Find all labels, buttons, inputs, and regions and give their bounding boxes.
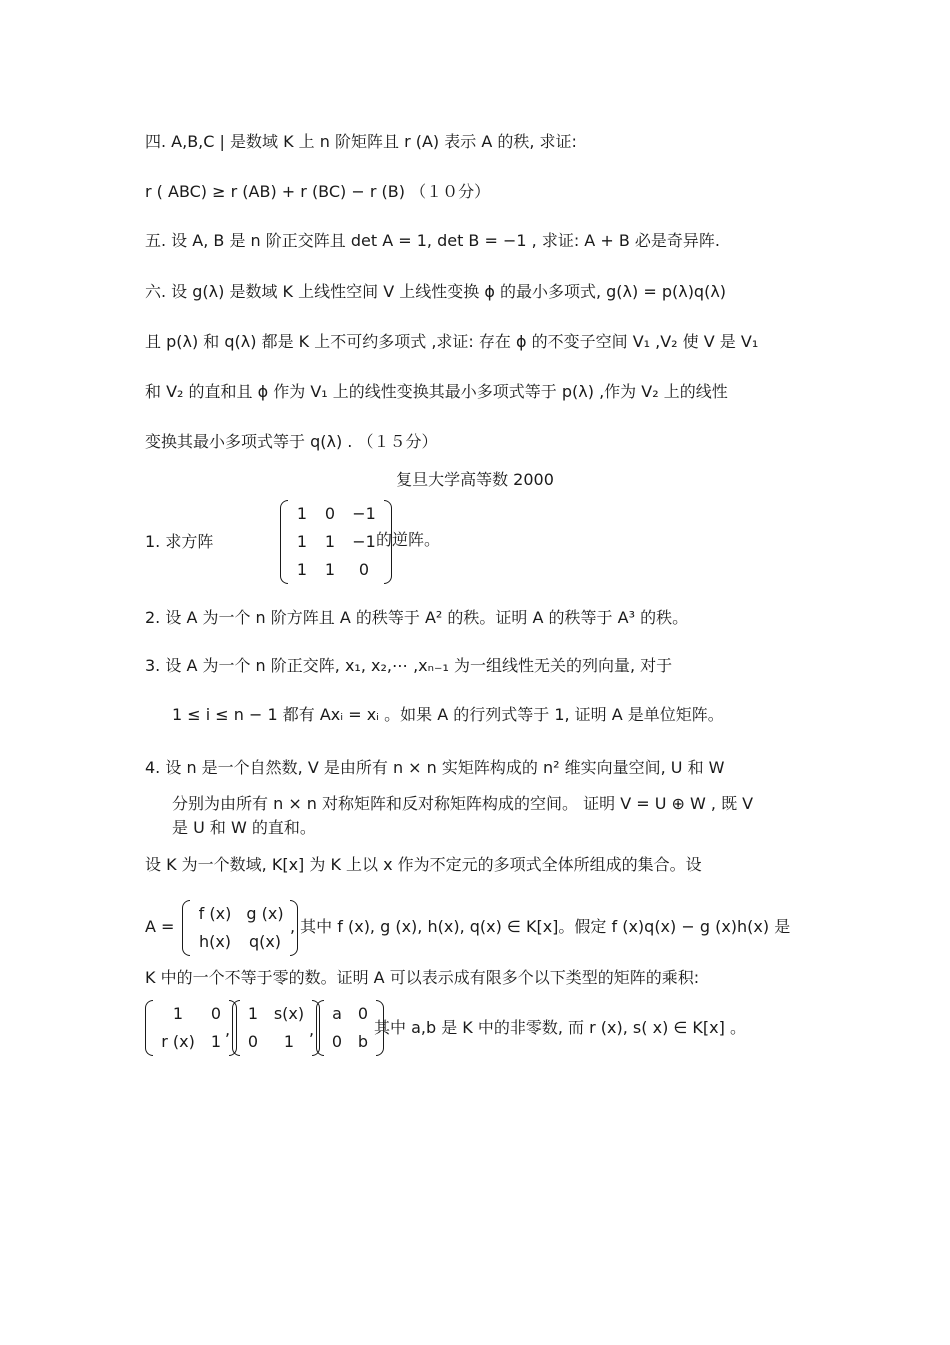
- matrix-cell: 0: [358, 560, 370, 579]
- matrix-cell: f (x): [198, 904, 232, 923]
- section-title: 复旦大学高等数 2000: [396, 470, 554, 489]
- matrix-cell: 0: [357, 1004, 369, 1023]
- elementary-matrix-2: [232, 1000, 320, 1056]
- matrix-cell: 1: [296, 532, 308, 551]
- left-bracket: [316, 1000, 324, 1056]
- problem-6-line-1: 六. 设 g(λ) 是数域 K 上线性空间 V 上线性变换 ϕ 的最小多项式, g(λ) = p(λ)q(λ): [145, 282, 727, 301]
- matrix-cell: s(x): [273, 1004, 305, 1023]
- left-bracket: [145, 1000, 153, 1056]
- matrix-cell: 1: [324, 532, 336, 551]
- left-bracket: [232, 1000, 240, 1056]
- problem-6-line-3: 和 V₂ 的直和且 ϕ 作为 V₁ 上的线性变换其最小多项式等于 p(λ) ,作为 V₂ 上的线性: [145, 382, 728, 401]
- matrix-cell: 0: [324, 504, 336, 523]
- question-4-line-1: 4. 设 n 是一个自然数, V 是由所有 n × n 实矩阵构成的 n² 维实向量空间, U 和 W: [145, 758, 725, 777]
- question-2: 2. 设 A 为一个 n 阶方阵且 A 的秩等于 A² 的秩。证明 A 的秩等于 A³ 的秩。: [145, 608, 689, 627]
- problem-5: 五. 设 A, B 是 n 阶正交阵且 det A = 1, det B = −1 , 求证: A + B 必是奇异阵.: [145, 231, 720, 250]
- matrix-separator: ,: [309, 1020, 315, 1039]
- problem-6-line-2: 且 p(λ) 和 q(λ) 都是 K 上不可约多项式 ,求证: 存在 ϕ 的不变子空间 V₁ ,V₂ 使 V 是 V₁: [145, 332, 759, 351]
- question-5-line-3: K 中的一个不等于零的数。证明 A 可以表示成有限多个以下类型的矩阵的乘积:: [145, 968, 700, 987]
- matrix-cell: 1: [247, 1004, 259, 1023]
- question-3-line-2: 1 ≤ i ≤ n − 1 都有 Axᵢ = xᵢ 。如果 A 的行列式等于 1, 证明 A 是单位矩阵。: [172, 705, 724, 724]
- matrix-a-label: A =: [145, 917, 175, 936]
- question-5-line-1: 设 K 为一个数域, K[x] 为 K 上以 x 作为不定元的多项式全体所组成的集合。设: [145, 855, 702, 874]
- matrix-cell: r (x): [161, 1032, 195, 1051]
- matrix-a: [182, 900, 298, 956]
- matrix-cell: h(x): [198, 932, 232, 951]
- matrix-cell: 1: [296, 560, 308, 579]
- matrix-cell: −1: [352, 504, 376, 523]
- question-4-line-2: 分别为由所有 n × n 对称矩阵和反对称矩阵构成的空间。 证明 V = U ⊕ W , 既 V: [172, 794, 754, 813]
- matrix-cell: 1: [172, 1004, 184, 1023]
- matrix-cell: 0: [247, 1032, 259, 1051]
- matrix-cell: 0: [331, 1032, 343, 1051]
- question-3-line-1: 3. 设 A 为一个 n 阶正交阵, x₁, x₂,⋯ ,xₙ₋₁ 为一组线性无关的列向量, 对于: [145, 656, 673, 675]
- matrix-cell: 0: [210, 1004, 222, 1023]
- question-5-line-2: , 其中 f (x), g (x), h(x), q(x) ∈ K[x]。假定 f (x)q(x) − g (x)h(x) 是: [290, 917, 791, 936]
- question-1-prefix: 1. 求方阵: [145, 532, 214, 551]
- matrix-cell: q(x): [248, 932, 282, 951]
- matrix-cell: 1: [210, 1032, 222, 1051]
- problem-4-line-2: r ( ABC) ≥ r (AB) + r (BC) − r (B) （１０分）: [145, 182, 491, 201]
- matrix-cell: −1: [352, 532, 376, 551]
- matrix-cell: 1: [296, 504, 308, 523]
- question-5-line-4: 其中 a,b 是 K 中的非零数, 而 r (x), s( x) ∈ K[x] 。: [374, 1018, 746, 1037]
- matrix-cell: 1: [324, 560, 336, 579]
- problem-4-line-1: 四. A,B,C | 是数域 K 上 n 阶矩阵且 r (A) 表示 A 的秩, 求证:: [145, 132, 577, 151]
- matrix-cell: b: [357, 1032, 369, 1051]
- left-bracket: [182, 900, 190, 956]
- question-1-suffix: 的逆阵。: [376, 530, 441, 549]
- question-4-line-3: 是 U 和 W 的直和。: [172, 818, 316, 837]
- problem-6-line-4: 变换其最小多项式等于 q(λ) . （１５分）: [145, 432, 438, 451]
- left-bracket: [280, 500, 288, 584]
- matrix-cell: 1: [283, 1032, 295, 1051]
- matrix-cell: a: [332, 1004, 342, 1023]
- matrix-cell: g (x): [246, 904, 284, 923]
- elementary-matrix-1: [145, 1000, 237, 1056]
- matrix-separator: ,: [225, 1020, 231, 1039]
